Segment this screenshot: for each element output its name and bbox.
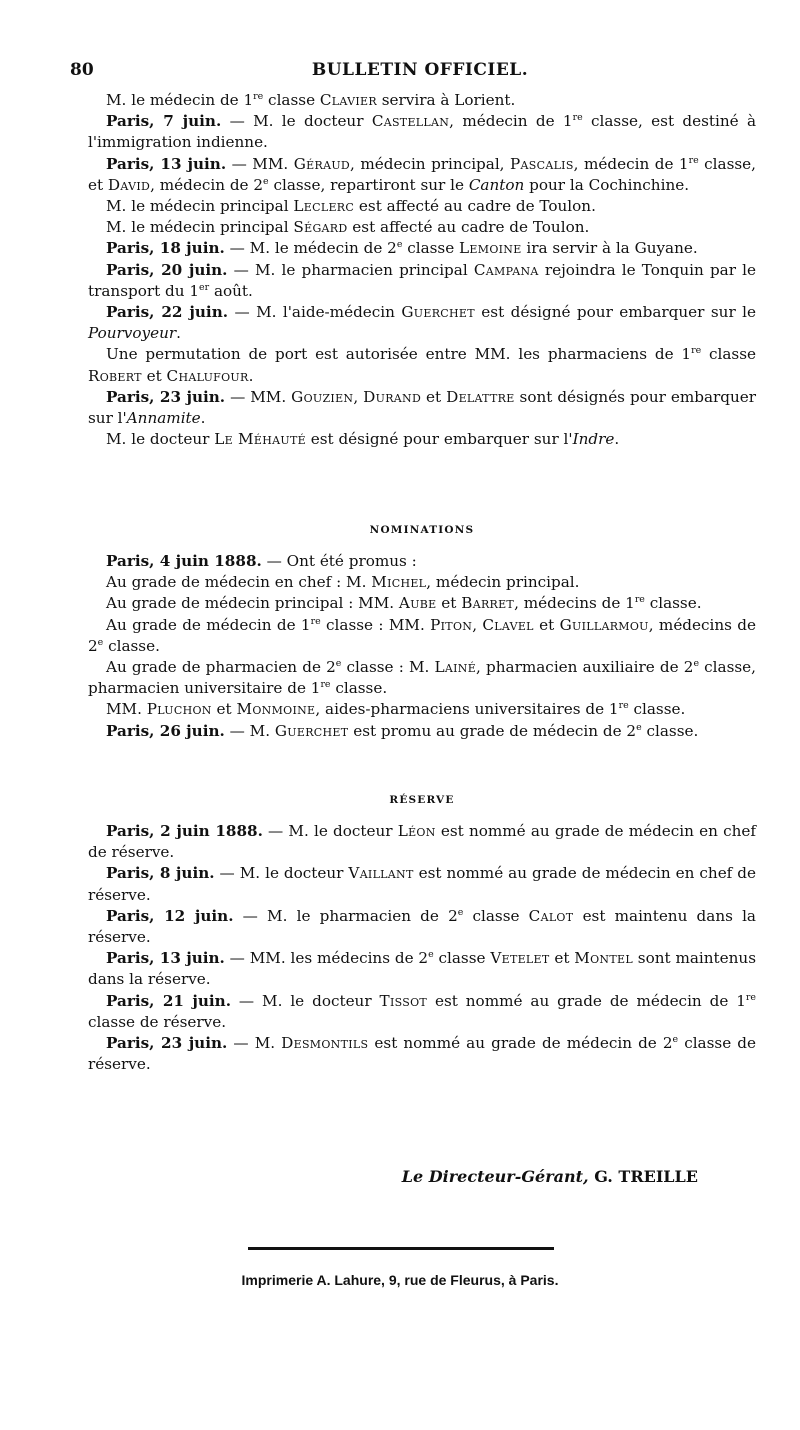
- paragraph: [88, 111, 756, 153]
- text-run: classe.: [644, 594, 702, 613]
- paragraph: [88, 657, 756, 699]
- text-run: ,: [472, 615, 483, 634]
- text-run: Paris, 22 juin.: [106, 303, 229, 322]
- text-run: re: [572, 112, 583, 124]
- text-run: est maintenu dans la réserve.: [88, 906, 756, 947]
- text-run: rejoindra le Tonquin par le transport du 1: [88, 260, 756, 300]
- text-run: ,: [353, 387, 364, 406]
- text-run: Chalufour: [166, 366, 249, 385]
- text-run: Canton: [468, 175, 525, 194]
- signature: [402, 1167, 698, 1186]
- text-run: MM.: [106, 700, 147, 719]
- text-run: Léon: [397, 822, 436, 840]
- text-run: et: [549, 949, 575, 968]
- text-run: Piton: [430, 615, 473, 634]
- text-run: classe.: [641, 721, 699, 740]
- text-run: e: [636, 721, 642, 733]
- text-run: — MM.: [225, 387, 292, 406]
- text-run: classe : M.: [341, 658, 435, 677]
- text-run: Calot: [528, 906, 574, 925]
- paragraph: [88, 90, 756, 111]
- signature-role: Le Directeur-Gérant,: [401, 1167, 589, 1186]
- text-run: Paris, 2 juin 1888.: [106, 822, 263, 840]
- text-run: et: [533, 615, 560, 634]
- text-run: Guillarmou: [559, 615, 649, 634]
- text-run: Aube: [398, 594, 437, 613]
- text-run: — M. le docteur: [231, 991, 380, 1010]
- text-run: , médecin principal,: [350, 154, 511, 173]
- text-run: , médecins de 2: [88, 615, 757, 655]
- text-run: Barret: [461, 594, 515, 613]
- text-run: re: [253, 90, 264, 102]
- text-run: — M. le docteur: [214, 864, 349, 883]
- text-run: .: [248, 366, 254, 385]
- text-run: , médecin de 2: [150, 175, 264, 194]
- paragraph: [88, 154, 756, 196]
- paragraph: [88, 991, 756, 1033]
- text-run: et: [141, 366, 167, 385]
- text-run: — Ont été promus :: [261, 552, 417, 570]
- signature-name: G. TREILLE: [594, 1167, 698, 1186]
- text-run: — M. le docteur: [221, 112, 372, 131]
- text-run: Ségard: [293, 218, 348, 237]
- text-run: e: [335, 657, 342, 669]
- text-run: , médecin principal.: [426, 573, 580, 592]
- text-run: Vetelet: [490, 949, 550, 968]
- nominations-heading: NOMINATIONS: [369, 524, 475, 536]
- text-run: classe, pharmacien universitaire de 1: [88, 658, 756, 698]
- text-run: et: [421, 387, 447, 406]
- text-run: re: [688, 154, 699, 166]
- text-run: Lainé: [434, 658, 477, 677]
- text-run: classe.: [330, 679, 388, 698]
- text-run: Clavel: [482, 615, 534, 634]
- text-run: Delattre: [446, 387, 515, 406]
- text-run: classe: [402, 239, 460, 258]
- reserve-section: [88, 821, 756, 1075]
- text-run: pour la Cochinchine.: [524, 175, 690, 194]
- text-run: classe.: [103, 636, 160, 655]
- appointments-section: [88, 90, 756, 450]
- paragraph: [88, 217, 756, 238]
- text-run: Tissot: [379, 991, 428, 1010]
- text-run: Castellan: [371, 112, 450, 131]
- text-run: re: [310, 615, 321, 627]
- paragraph: [88, 699, 756, 720]
- reserve-heading: RÉSERVE: [389, 794, 455, 806]
- text-run: , médecin de 1: [573, 154, 689, 173]
- paragraph: [88, 1033, 756, 1075]
- text-run: classe, est destiné à l'immigration indienne.: [88, 112, 756, 152]
- text-run: e: [396, 239, 403, 251]
- text-run: classe de réserve.: [88, 1012, 227, 1031]
- text-run: , aides-pharmaciens universitaires de 1: [315, 700, 619, 719]
- text-run: e: [457, 906, 464, 918]
- text-run: — M.: [224, 721, 275, 740]
- paragraph: [88, 196, 756, 217]
- text-run: Paris, 23 juin.: [106, 1034, 228, 1053]
- text-run: sont maintenus dans la réserve.: [88, 949, 756, 989]
- text-run: M. le médecin principal: [106, 197, 294, 216]
- text-run: Paris, 13 juin.: [106, 949, 225, 968]
- paragraph: [88, 721, 756, 742]
- text-run: classe: [701, 345, 756, 364]
- text-run: e: [428, 949, 434, 961]
- paragraph: [88, 302, 756, 344]
- text-run: , médecins de 1: [514, 594, 635, 613]
- text-run: Paris, 4 juin 1888.: [106, 552, 262, 570]
- text-run: est affecté au cadre de Toulon.: [354, 197, 596, 216]
- text-run: e: [263, 175, 269, 187]
- text-run: e: [693, 657, 700, 669]
- text-run: Géraud: [293, 154, 351, 173]
- text-run: Paris, 7 juin.: [106, 112, 222, 131]
- paragraph: [88, 260, 756, 302]
- text-run: e: [97, 636, 104, 648]
- text-run: Michel: [371, 573, 427, 592]
- page-number: 80: [70, 60, 94, 80]
- text-run: classe : MM.: [320, 615, 431, 634]
- printer-imprint: Imprimerie A. Lahure, 9, rue de Fleurus, à Paris.: [241, 1272, 559, 1288]
- text-run: Au grade de médecin de 1: [106, 615, 311, 634]
- text-run: — M. le pharmacien de 2: [233, 906, 458, 925]
- text-run: Paris, 12 juin.: [106, 906, 234, 925]
- text-run: David: [107, 175, 151, 194]
- paragraph: [88, 863, 756, 905]
- text-run: Montel: [574, 949, 633, 968]
- text-run: ira servir à la Guyane.: [521, 239, 698, 258]
- text-run: .: [614, 430, 620, 449]
- text-run: Paris, 8 juin.: [106, 864, 215, 883]
- text-run: classe: [263, 91, 320, 109]
- text-run: — M. le pharmacien principal: [227, 260, 474, 279]
- text-run: Gouzien: [291, 387, 354, 406]
- running-title: BULLETIN OFFICIEL.: [311, 60, 529, 80]
- text-run: Au grade de médecin en chef : M.: [106, 573, 372, 592]
- text-run: Leclerc: [293, 197, 355, 216]
- text-run: , pharmacien auxiliaire de 2: [476, 658, 694, 677]
- text-run: Desmontils: [281, 1034, 369, 1053]
- text-run: — MM.: [226, 154, 294, 173]
- text-run: re: [320, 679, 331, 691]
- text-run: Paris, 23 juin.: [106, 387, 226, 406]
- text-run: est affecté au cadre de Toulon.: [347, 218, 590, 237]
- text-run: classe, repartiront sur le: [268, 175, 469, 194]
- text-run: est promu au grade de médecin de 2: [348, 721, 637, 740]
- text-run: re: [691, 345, 702, 357]
- text-run: classe.: [628, 700, 686, 719]
- text-run: Une permutation de port est autorisée entre MM. les pharmaciens de 1: [106, 345, 692, 364]
- text-run: Paris, 26 juin.: [106, 721, 225, 740]
- paragraph: [88, 551, 756, 572]
- text-run: est nommé au grade de médecin de 1: [427, 991, 746, 1010]
- paragraph: [88, 387, 756, 429]
- text-run: est désigné pour embarquer sur l': [305, 430, 573, 449]
- text-run: — M. le médecin de 2: [224, 239, 397, 258]
- footer-rule: [248, 1247, 554, 1250]
- text-run: Guerchet: [274, 721, 349, 740]
- text-run: Pluchon: [146, 700, 212, 719]
- text-run: re: [745, 991, 756, 1003]
- paragraph: [88, 238, 756, 259]
- text-run: e: [672, 1033, 679, 1045]
- text-run: Clavier: [319, 91, 377, 109]
- text-run: Pourvoyeur: [88, 324, 177, 343]
- text-run: classe: [433, 949, 491, 968]
- text-run: Annamite: [126, 409, 201, 428]
- text-run: Paris, 18 juin.: [106, 239, 225, 258]
- text-run: re: [618, 700, 629, 712]
- paragraph: [88, 593, 756, 614]
- text-run: août.: [209, 281, 253, 300]
- text-run: re: [634, 594, 645, 606]
- text-run: — MM. les médecins de 2: [224, 949, 429, 968]
- text-run: Le Méhauté: [214, 430, 306, 449]
- text-run: Paris, 13 juin.: [106, 154, 227, 173]
- paragraph: [88, 821, 756, 863]
- text-run: .: [200, 409, 206, 428]
- nominations-section: [88, 551, 756, 742]
- text-run: Monmoine: [236, 700, 316, 719]
- text-run: est nommé au grade de médecin de 2: [368, 1034, 673, 1053]
- paragraph: [88, 948, 756, 990]
- text-run: — M.: [227, 1034, 282, 1053]
- text-run: servira à Lorient.: [376, 91, 516, 109]
- paragraph: [88, 429, 756, 450]
- text-run: .: [176, 324, 181, 343]
- text-run: M. le médecin de 1: [106, 91, 254, 109]
- text-run: est désigné pour embarquer sur le: [474, 303, 756, 322]
- text-run: Indre: [572, 430, 615, 449]
- paragraph: [88, 906, 756, 948]
- text-run: est nommé au grade de médecin en chef de réserve.: [88, 822, 756, 862]
- text-run: Vaillant: [348, 864, 414, 883]
- text-run: et: [436, 594, 462, 613]
- text-run: sont désignés pour embarquer sur l': [88, 387, 757, 428]
- text-run: Durand: [363, 387, 422, 406]
- text-run: M. le médecin principal: [106, 218, 294, 237]
- page-header: [70, 60, 770, 90]
- text-run: est nommé au grade de médecin en chef de réserve.: [88, 864, 756, 904]
- text-run: — M. l'aide-médecin: [228, 303, 402, 322]
- text-run: et: [211, 700, 237, 719]
- text-run: Au grade de pharmacien de 2: [106, 658, 336, 677]
- paragraph: [88, 615, 756, 657]
- text-run: Campana: [473, 260, 539, 279]
- text-run: , médecin de 1: [449, 112, 573, 131]
- text-run: Pascalis: [510, 154, 574, 173]
- text-run: Au grade de médecin principal : MM.: [106, 594, 399, 613]
- text-run: classe, et: [88, 154, 756, 194]
- text-run: classe de réserve.: [88, 1034, 756, 1074]
- text-run: M. le docteur: [106, 430, 215, 449]
- text-run: Robert: [88, 366, 142, 385]
- text-run: Paris, 21 juin.: [106, 991, 231, 1010]
- paragraph: [88, 572, 756, 593]
- text-run: er: [199, 281, 210, 293]
- text-run: Paris, 20 juin.: [106, 260, 228, 279]
- text-run: — M. le docteur: [262, 822, 398, 840]
- paragraph: [88, 344, 756, 386]
- text-run: Guerchet: [401, 303, 475, 322]
- text-run: Lemoine: [459, 239, 522, 258]
- text-run: classe: [463, 906, 529, 925]
